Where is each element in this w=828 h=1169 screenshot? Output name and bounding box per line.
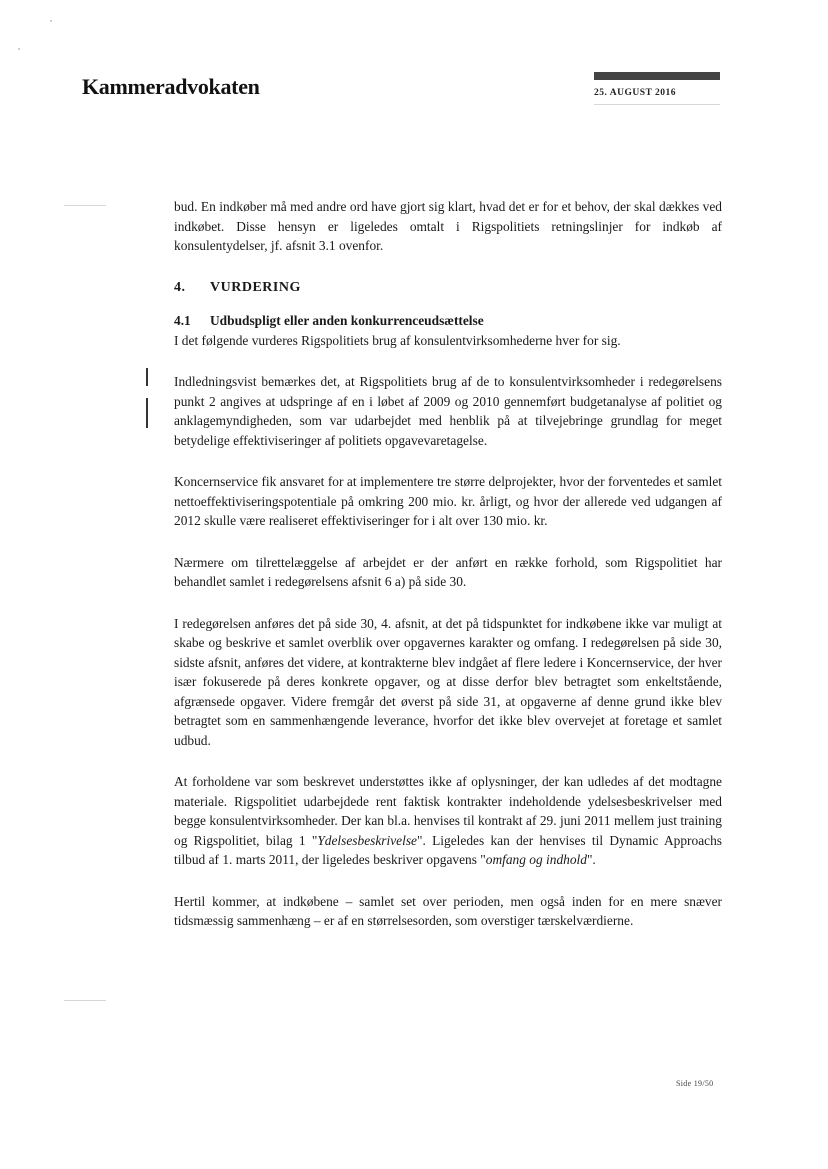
paragraph: Indledningsvist bemærkes det, at Rigspolitiets brug af de to konsulentvirksomheder i redegørelsens punkt 2 angives at udspringe af en i løbet af 2009 og 2010 gennemført budgetanalyse af politiet og anklagemyndigheden, som var udarbejdet med henblik på at tilvejebringe grundlag for meget betydelige effektiviseringer af politiets opgavevaretagelse. xyxy=(174,374,722,448)
subsection-heading xyxy=(174,311,722,331)
paragraph: Hertil kommer, at indkøbene – samlet set over perioden, men også inden for en mere snæver tidsmæssig sammenhæng – er af en størrelsesorden, som overstiger tærskelværdierne. xyxy=(174,893,722,928)
paragraph xyxy=(174,772,722,870)
document-body xyxy=(174,197,722,953)
revision-bar xyxy=(146,368,148,386)
section-heading xyxy=(174,278,722,298)
paragraph: Koncernservice fik ansvaret for at implementere tre større delprojekter, hvor der forventedes et samlet nettoeffektiviseringspotentiale på omkring 200 mio. kr. årligt, og hvor der allerede ved udgangen af 2012 skulle være realiseret effektiviseringer for i alt over 130 mio. kr. xyxy=(174,474,722,528)
section-number: 4. xyxy=(174,279,186,295)
subsection-number: 4.1 xyxy=(174,313,191,328)
scan-speck xyxy=(18,48,20,50)
section-title: VURDERING xyxy=(210,279,301,295)
paragraph: bud. En indkøber må med andre ord have gjort sig klart, hvad det er for et behov, der skal dækkes ved indkøbet. Disse hensyn er ligeledes omtalt i Rigspolitiets retningslinjer for indkøb af konsulentydelser, jf. afsnit 3.1 ovenfor. xyxy=(174,199,722,253)
document-date: 25. AUGUST 2016 xyxy=(594,88,677,98)
page-number: Side 19/50 xyxy=(676,1079,714,1088)
header-rule xyxy=(594,104,720,105)
paragraph: I redegørelsen anføres det på side 30, 4. afsnit, at det på tidspunktet for indkøbene ikke var muligt at skabe og beskrive et samlet overblik over opgavernes karakter og omfang. I redegørelsen på side 30, sidste afsnit, anføres det videre, at kontrakterne blev indgået af flere ledere i Koncernservice, der hver især fokuserede på deres konkrete opgaver, og at disse derfor blev betragtet som enkeltstående, afgrænsede opgaver. Videre fremgår det øverst på side 31, at opgaverne af denne grund ikke blev betragtet som en sammenhængende leverance, hvorfor det ikke blev overvejet at foretage et samlet udbud. xyxy=(174,615,722,748)
margin-mark xyxy=(64,1000,106,1001)
margin-mark xyxy=(64,205,106,206)
text-run: At forholdene var som beskrevet understøttes ikke af oplysninger, der kan udledes af det modtagne materiale. Rigspolitiet udarbejdede rent faktisk kontrakter indeholdende ydelsesbeskrivelser med begge konsulentvirksomheder. Der kan bl.a. henvises til kontrakt af 29. juni 2011 mellem just training og Rigspolitiet, bilag 1 " xyxy=(174,774,722,848)
quoted-term: Ydelsesbeskrivelse xyxy=(317,832,418,848)
scan-speck xyxy=(50,20,52,22)
paragraph: Nærmere om tilrettelæggelse af arbejdet er der anført en række forhold, som Rigspolitiet har behandlet samlet i redegørelsens afsnit 6 a) på side 30. xyxy=(174,554,722,589)
quoted-term: omfang og indhold xyxy=(485,852,587,867)
text-run: ". xyxy=(586,852,596,867)
subsection-title: Udbudspligt eller anden konkurrenceudsættelse xyxy=(210,313,484,328)
paragraph: I det følgende vurderes Rigspolitiets brug af konsulentvirksomhederne hver for sig. xyxy=(174,332,621,348)
org-logo: Kammeradvokaten xyxy=(82,74,260,99)
header-bar xyxy=(594,72,720,80)
text-run: ". Ligeledes kan der henvises til Dynamic Approachs tilbud af 1. marts 2011, der ligeledes beskriver opgavens " xyxy=(174,832,722,867)
revision-bar xyxy=(146,398,148,428)
